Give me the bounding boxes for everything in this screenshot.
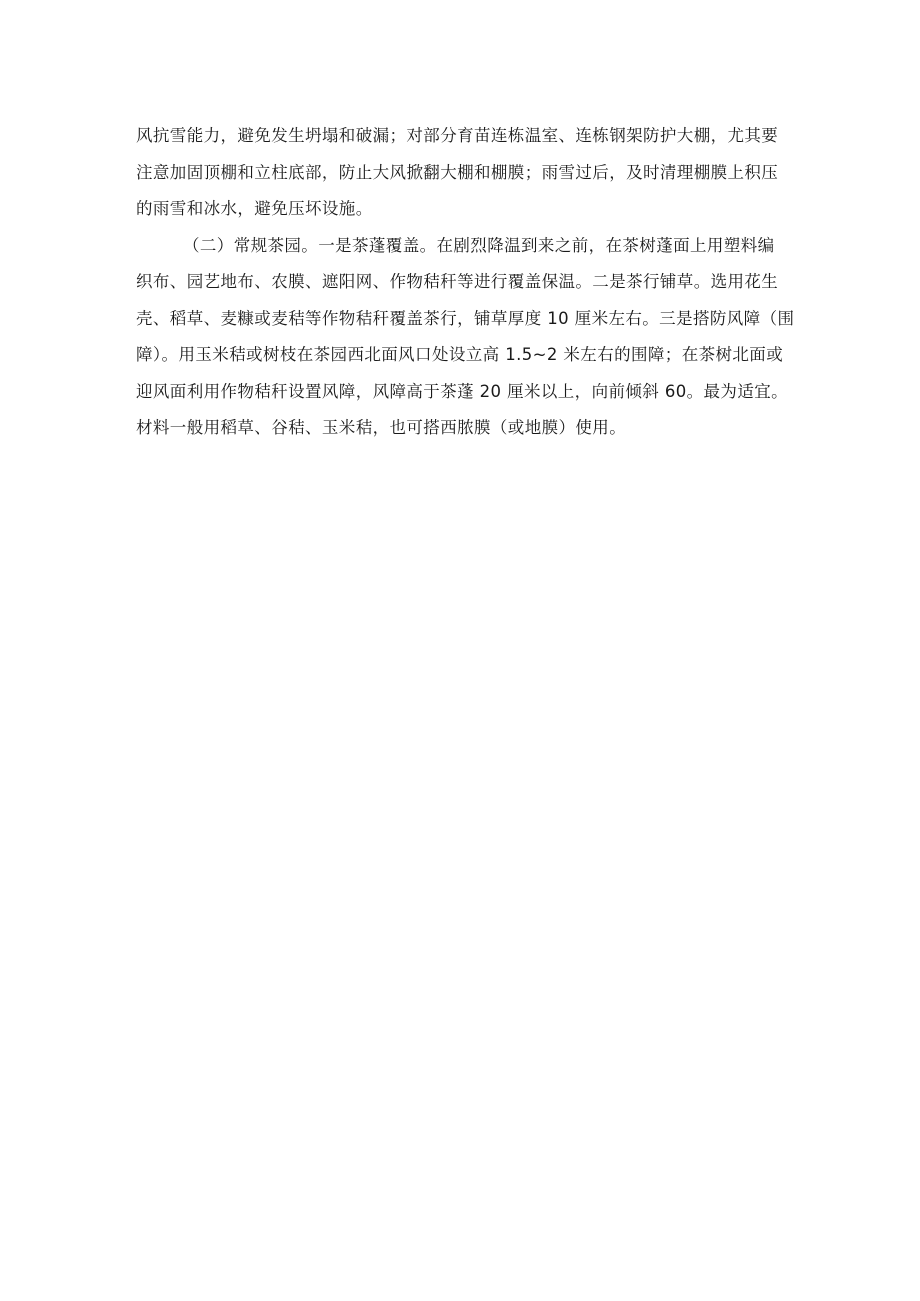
paragraph-2 (136, 228, 796, 447)
paragraph-1 (136, 118, 796, 228)
document-body (136, 118, 796, 447)
paragraph-2-line-4: 障）。用玉米秸或树枝在茶园西北面风口处设立高 1.5~2 米左右的围障；在茶树北面或 (136, 345, 784, 364)
paragraph-2-line-6: 材料一般用稻草、谷秸、玉米秸，也可搭西脓膜（或地膜）使用。 (136, 418, 627, 437)
paragraph-2-line-1: （二）常规茶园。一是茶蓬覆盖。在剧烈降温到来之前，在茶树蓬面上用塑料编 (183, 235, 775, 255)
paragraph-2-line-5: 迎风面利用作物秸秆设置风障，风障高于茶蓬 20 厘米以上，向前倾斜 60。最为适宜。 (136, 381, 789, 401)
paragraph-1-line-3: 的雨雪和冰水，避免压坏设施。 (136, 199, 373, 218)
paragraph-2-line-2: 织布、园艺地布、农膜、遮阳网、作物秸秆等进行覆盖保温。二是茶行铺草。选用花生 (136, 272, 779, 291)
paragraph-2-line-3: 壳、稻草、麦糠或麦秸等作物秸秆覆盖茶行，铺草厚度 10 厘米左右。三是搭防风障（围 (136, 308, 795, 328)
paragraph-1-line-2: 注意加固顶棚和立柱底部，防止大风掀翻大棚和棚膜；雨雪过后，及时清理棚膜上积压 (136, 162, 779, 182)
paragraph-1-line-1: 风抗雪能力，避免发生坍塌和破漏；对部分育苗连栋温室、连栋钢架防护大棚，尤其要 (136, 126, 779, 145)
